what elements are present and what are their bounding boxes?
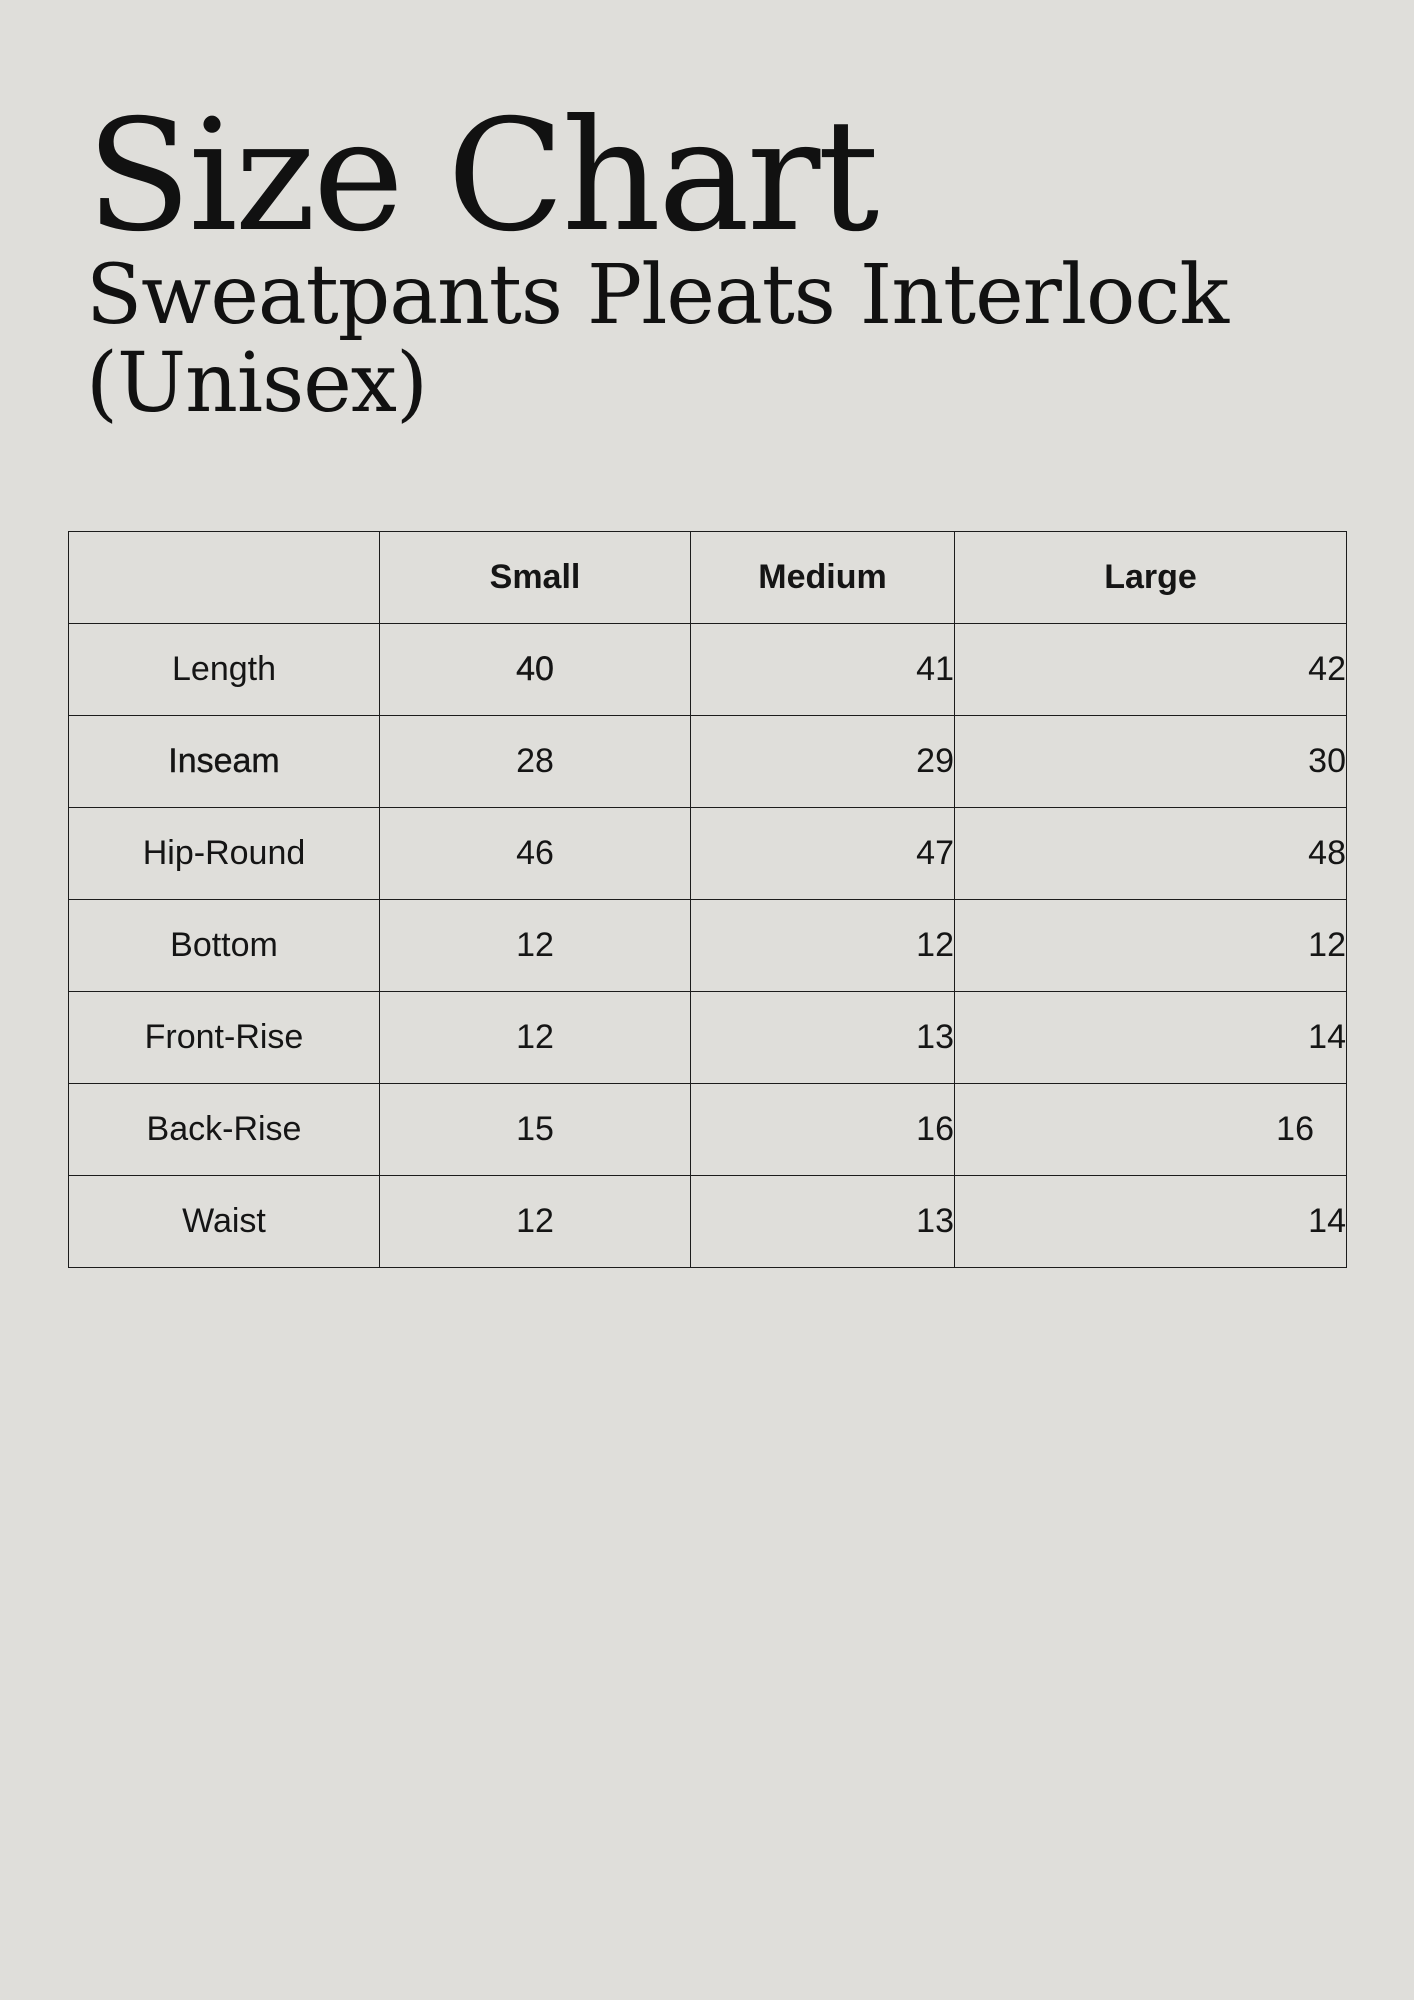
- row-label-inseam: Inseam: [69, 716, 380, 808]
- header-cell-large: Large: [955, 532, 1347, 624]
- row-label-waist: Waist: [69, 1176, 380, 1268]
- size-chart-table: [68, 531, 1347, 1268]
- cell-medium: 16: [691, 1084, 955, 1176]
- cell-medium: 12: [691, 900, 955, 992]
- cell-large: 14: [955, 1176, 1347, 1268]
- cell-small: 12: [380, 900, 691, 992]
- page-subtitle: Sweatpants Pleats Interlock (Unisex): [86, 248, 1229, 431]
- header-cell-empty: [69, 532, 380, 624]
- cell-large: 14: [955, 992, 1347, 1084]
- table-row: [69, 624, 1347, 716]
- table-header-row: [69, 532, 1347, 624]
- cell-small: 15: [380, 1084, 691, 1176]
- cell-small: 46: [380, 808, 691, 900]
- page-title: Size Chart: [86, 87, 877, 266]
- cell-small: 12: [380, 1176, 691, 1268]
- cell-medium: 13: [691, 1176, 955, 1268]
- table-row: [69, 992, 1347, 1084]
- cell-medium: 41: [691, 624, 955, 716]
- row-label-bottom: Bottom: [69, 900, 380, 992]
- cell-medium: 47: [691, 808, 955, 900]
- table-row: [69, 1176, 1347, 1268]
- cell-large: 16: [955, 1084, 1347, 1176]
- cell-small: 28: [380, 716, 691, 808]
- cell-small: 40: [380, 624, 691, 716]
- table-row: [69, 1084, 1347, 1176]
- cell-medium: 29: [691, 716, 955, 808]
- row-label-length: Length: [69, 624, 380, 716]
- table-row: [69, 808, 1347, 900]
- row-label-front-rise: Front-Rise: [69, 992, 380, 1084]
- cell-large: 48: [955, 808, 1347, 900]
- table-row: [69, 716, 1347, 808]
- cell-medium: 13: [691, 992, 955, 1084]
- header-cell-small: Small: [380, 532, 691, 624]
- table-row: [69, 900, 1347, 992]
- cell-large: 12: [955, 900, 1347, 992]
- cell-large: 30: [955, 716, 1347, 808]
- row-label-hip-round: Hip-Round: [69, 808, 380, 900]
- cell-small: 12: [380, 992, 691, 1084]
- cell-large: 42: [955, 624, 1347, 716]
- header-cell-medium: Medium: [691, 532, 955, 624]
- row-label-back-rise: Back-Rise: [69, 1084, 380, 1176]
